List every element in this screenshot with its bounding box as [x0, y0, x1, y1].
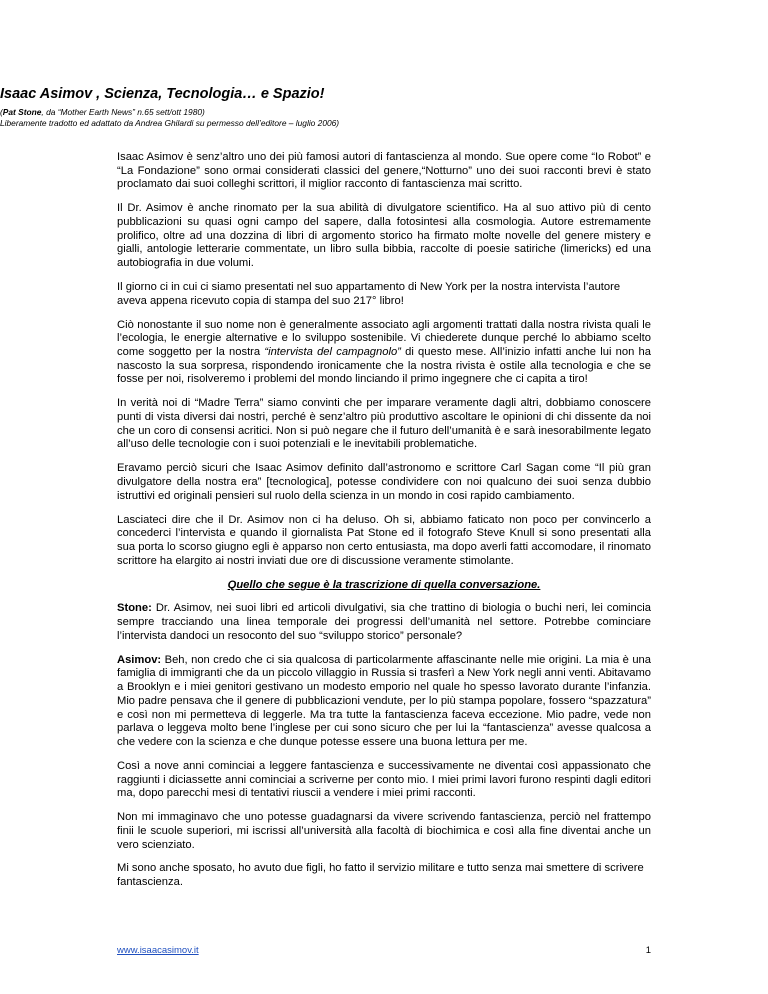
dialogue-paragraph [117, 654, 651, 750]
website-link[interactable]: www.isaacasimov.it [117, 945, 199, 956]
speaker-label: Asimov: [117, 653, 162, 666]
speaker-label: Stone: [117, 602, 152, 615]
source-author: Pat Stone [2, 107, 42, 117]
source-line: (Pat Stone, da “Mother Earth News” n.65 sett/ott 1980) [0, 107, 205, 117]
section-heading: Quello che segue è la trascrizione di quella conversazione. [227, 578, 541, 591]
paragraph: Il Dr. Asimov è anche rinomato per la sua abilità di divulgatore scientifico. Ha al suo attivo più di cento pubblicazioni su quasi ogni campo del sapere, dalla fotosintesi alla cosmologia. Autore estremamente prolifico, oltre ad una dozzina di libri di argomento storico ha firmato molte novelle del genere mistery e gialli, antologie letterarie commentate, un libro sulla bibbia, raccolte di poesie satiriche (limericks) ed una autobiografia in due volumi. [117, 202, 651, 270]
paragraph: Così a nove anni cominciai a leggere fantascienza e successivamente ne diventai così appassionato che raggiunti i diciassette anni cominciai a scriverne per conto mio. I miei primi lavori furono respinti dagli editori ma, dopo parecchi mesi di tentativi riuscii a vendere i miei primi racconti. [117, 759, 651, 800]
article-title: Isaac Asimov , Scienza, Tecnologia… e Spazio! [0, 86, 325, 102]
paragraph: In verità noi di “Madre Terra” siamo convinti che per imparare veramente dagli altri, dobbiamo conoscere punti di vista diversi dai nostri, perché è senz’altro più produttivo ascoltare le opinioni di chi dissente da noi che un coro di consensi acritici. Non si può negare che il futuro dell’umanità è e sarà inesorabilmente legato all’uso delle tecnologie con i suoi potenziali e le inevitabili problematiche. [117, 397, 651, 451]
dialogue-text: Dr. Asimov, nei suoi libri ed articoli divulgativi, sia che trattino di biologia o buchi neri, lei comincia sempre tracciando una linea temporale dei progressi dell’umanità nel settore. Potrebbe cominciare l’intervista dandoci un resoconto del suo “sviluppo storico” personale? [117, 602, 651, 642]
paragraph: Eravamo perciò sicuri che Isaac Asimov definito dall’astronomo e scrittore Carl Sagan come “Il più gran divulgatore della nostra era” [tecnologica], potesse condividere con noi qualcuno dei suoi senza dubbio istruttivi ed originali pensieri sul ruolo della scienza in un mondo in cosi rapido cambiamento. [117, 462, 651, 502]
source-rest: , da “Mother Earth News” n.65 sett/ott 1980) [41, 107, 205, 117]
paragraph: Mi sono anche sposato, ho avuto due figli, ho fatto il servizio militare e tutto senza mai smettere di scrivere fantascienza. [117, 862, 644, 889]
paragraph: Lasciateci dire che il Dr. Asimov non ci ha deluso. Oh si, abbiamo faticato non poco per convincerlo a concederci l’intervista e quando il giornalista Pat Stone ed il fotografo Steve Knull si sono presentati alla sua porta lo scorso giugno egli è apparso non certo entusiasta, ma dopo averli fatti accomodare, il rinomato scrittore ha elargito ai nostri inviati due ore di discussione veramente stimolante. [117, 513, 651, 567]
paragraph [117, 319, 651, 388]
translation-note: Liberamente tradotto ed adattato da Andrea Ghilardi su permesso dell’editore – luglio 2006) [0, 118, 340, 128]
dialogue-paragraph [117, 602, 651, 643]
paragraph: Non mi immaginavo che uno potesse guadagnarsi da vivere scrivendo fantascienza, perciò nel frattempo finii le scuole superiori, mi iscrissi all’università alla facoltà di biochimica e così alla fine diventai anche un vero scienziato. [117, 811, 651, 851]
dialogue-text: Beh, non credo che ci sia qualcosa di particolarmente affascinante nelle mie origini. La mia è una famiglia di immigranti che da un piccolo villaggio in Russia si trasferì a New York negli anni venti. Abitavamo a Brooklyn e i miei genitori gestivano un modesto emporio nel quale ho spesso lavorato durante l’infanzia. Mio padre pensava che il genere di pubblicazioni vendute, per lo più stampa popolare, fossero “spazzatura” e così non mi permetteva di leggerle. Ma tra tutte la fantascienza faceva eccezione. Mio padre, vede non parlava o leggeva molto bene l’inglese per cui sono sicuro che per lui la “fantascienza” avesse qualcosa a che vedere con la scienza e che dunque potesse essere una buona lettura per me. [117, 653, 651, 748]
article-body [117, 151, 651, 900]
paragraph: Isaac Asimov è senz’altro uno dei più famosi autori di fantascienza al mondo. Sue opere come “Io Robot” e “La Fondazione” sono ormai considerati classici del genere,“Notturno” uno dei suoi racconti brevi è stato proclamato dai suoi colleghi scrittori, il miglior racconto di fantascienza mai scritto. [117, 151, 651, 191]
paragraph: Il giorno ci in cui ci siamo presentati nel suo appartamento di New York per la nostra intervista l’autore aveva appena ricevuto copia di stampa del suo 217° libro! [117, 281, 621, 307]
italic-phrase: “intervista del campagnolo” [264, 346, 401, 358]
paragraph-text: Ciò nonostante il suo nome non è generalmente associato agli argomenti trattati dalla nostra rivista quali le l’ecologia, le energie alternative e lo sviluppo sostenibile. Vi chiederete dunque perché lo abbiamo scelto come soggetto per la nostra [117, 318, 651, 358]
article-header [0, 86, 768, 128]
page-number: 1 [645, 945, 651, 956]
paragraph-text: di questo mese. All’inizio infatti anche lui non ha nascosto la sua sorpresa, rispondendo ironicamente che la nostra rivista è ostile alla tecnologia e che se fosse per noi, risolveremo i problemi del mondo linciando il primo ingegnere che ci capita a tiro! [117, 346, 651, 386]
